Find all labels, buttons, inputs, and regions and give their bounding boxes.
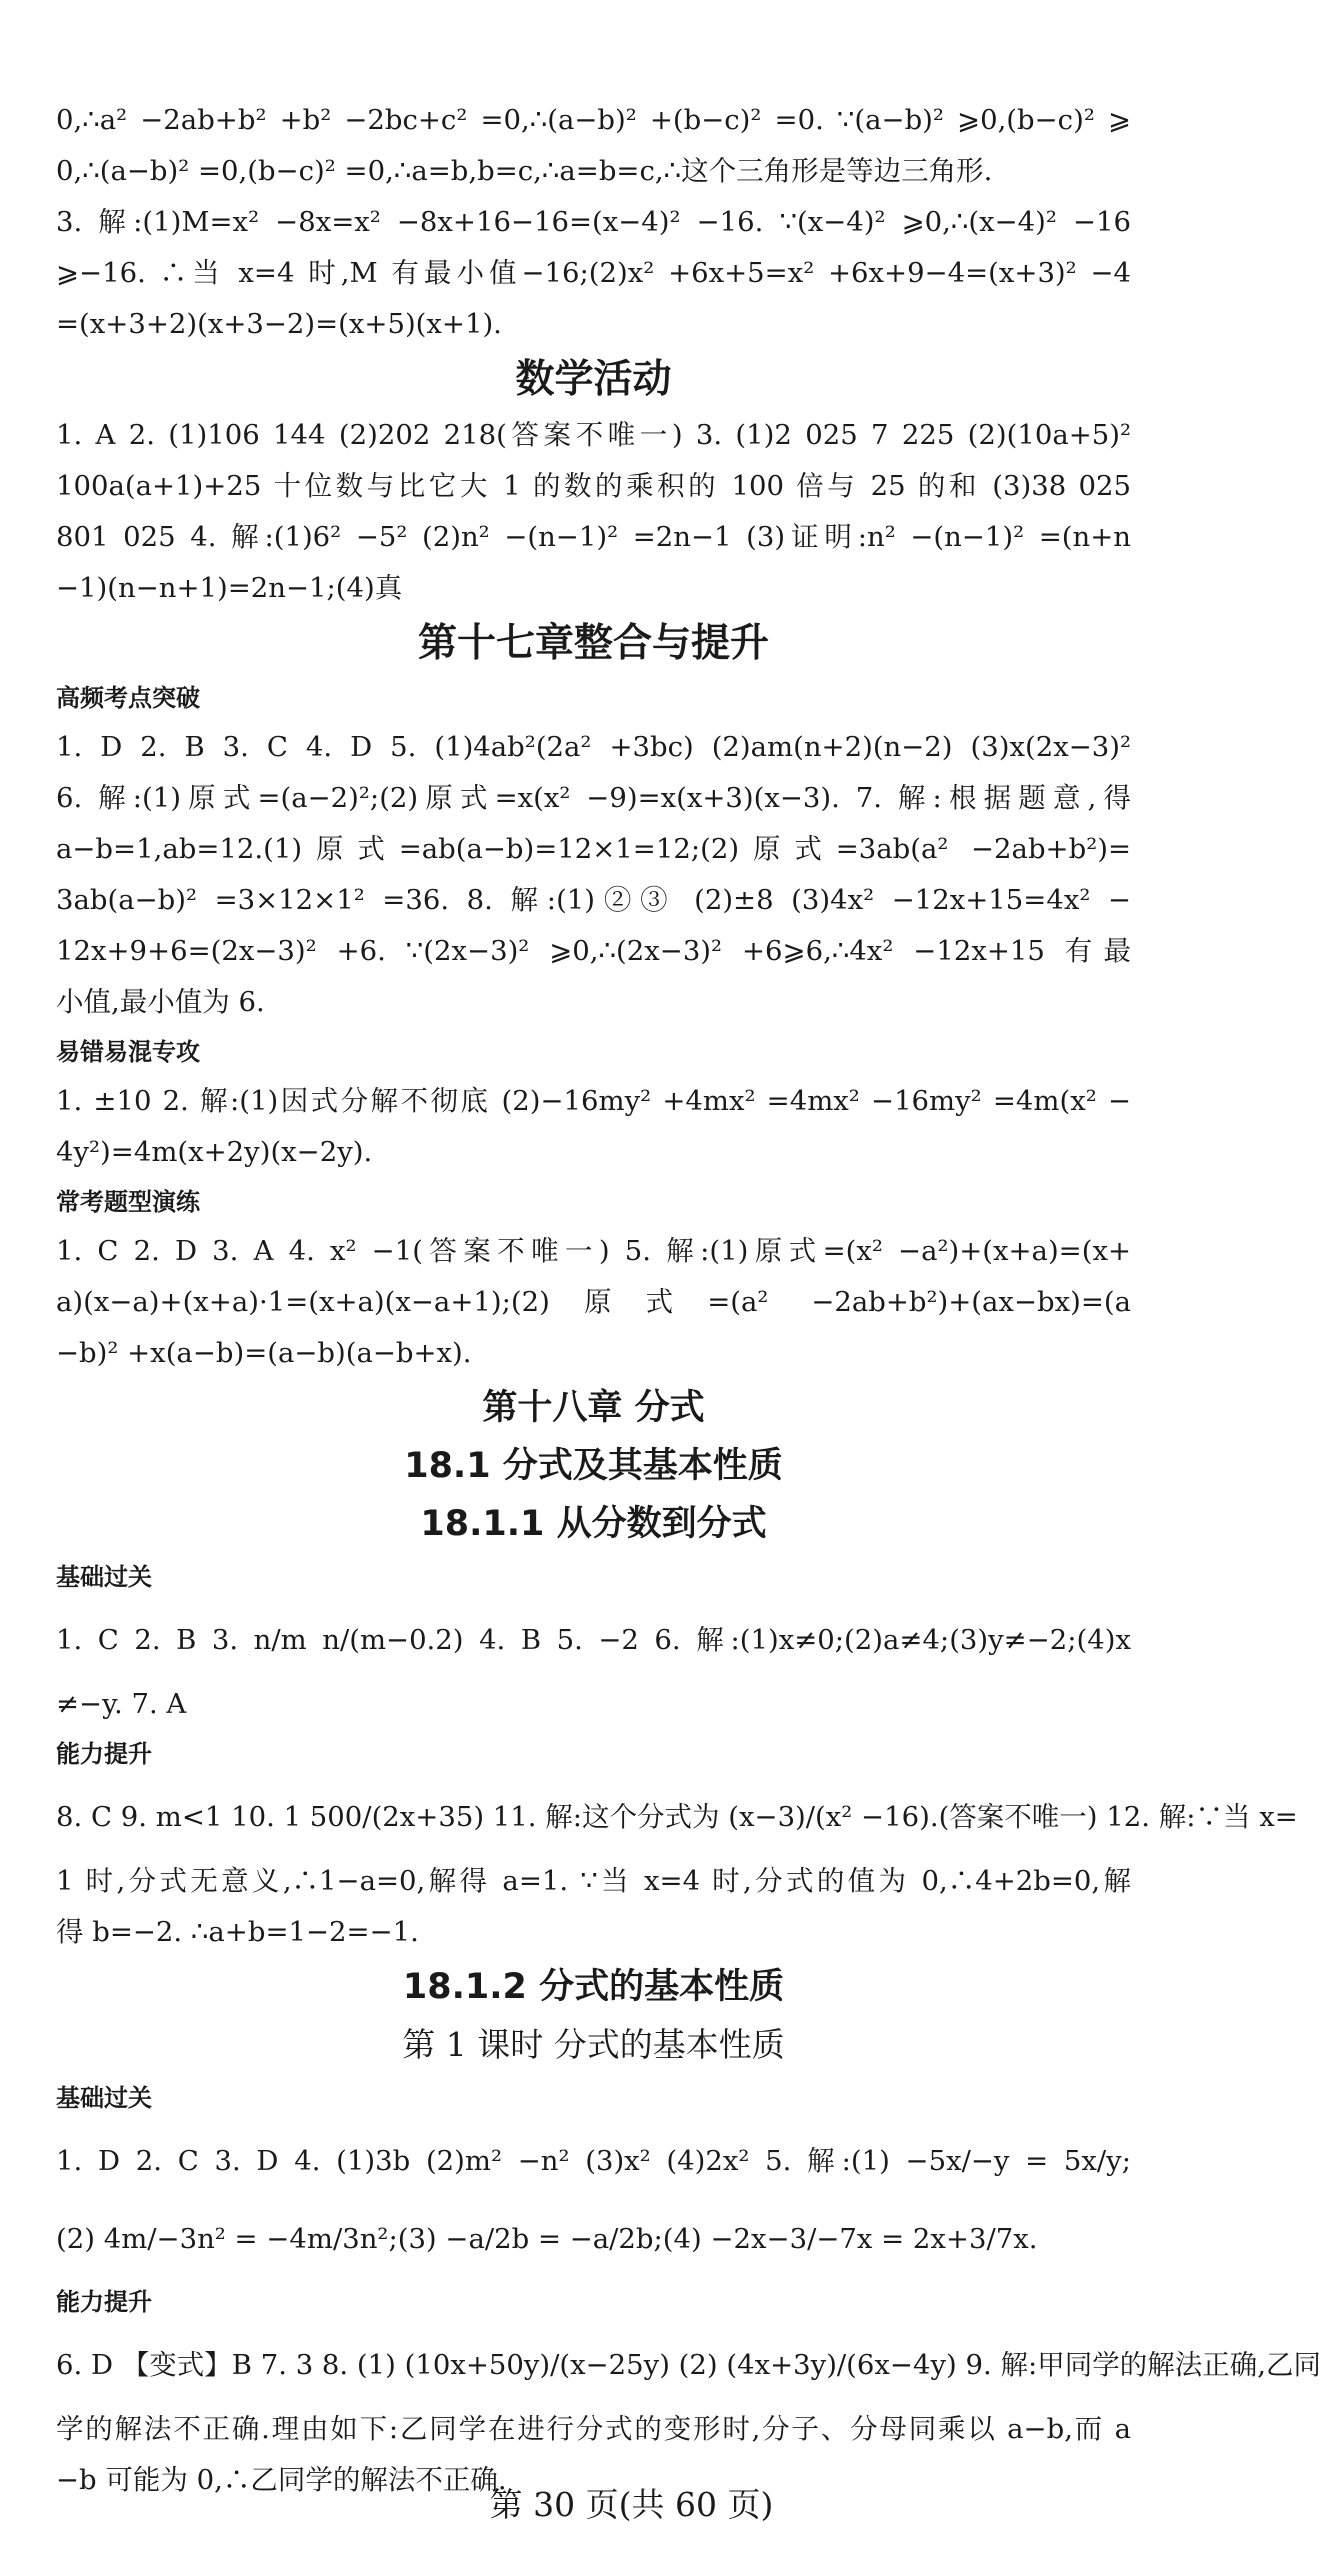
answer-line: (2) 4m/−3n² = −4m/3n²;(3) −a/2b = −a/2b;(4) −2x−3/−7x = 2x+3/7x. xyxy=(56,2223,1038,2255)
answer-line: 12x+9+6=(2x−3)² +6. ∵(2x−3)² ⩾0,∴(2x−3)² +6⩾6,∴4x² −12x+15 有最 xyxy=(56,935,1131,967)
answer-line: ≠−y. 7. A xyxy=(56,1688,187,1720)
answer-line: −1)(n−n+1)=2n−1;(4)真 xyxy=(56,572,403,604)
answer-line: 1. C 2. D 3. A 4. x² −1(答案不唯一) 5. 解:(1)原式=(x² −a²)+(x+a)=(x+ xyxy=(56,1235,1131,1267)
subsection-heading: 能力提升 xyxy=(56,1740,152,1768)
subsection-heading: 能力提升 xyxy=(56,2288,152,2316)
subsection-heading: 基础过关 xyxy=(56,2084,152,2112)
section-heading: 第十八章 分式 xyxy=(482,1388,705,1428)
answer-line: 1. A 2. (1)106 144 (2)202 218(答案不唯一) 3. (1)2 025 7 225 (2)(10a+5)² xyxy=(56,419,1131,451)
section-heading: 18.1.2 分式的基本性质 xyxy=(402,1967,785,2007)
answer-line: 1. D 2. C 3. D 4. (1)3b (2)m² −n² (3)x² (4)2x² 5. 解:(1) −5x/−y = 5x/y; xyxy=(56,2145,1131,2177)
answer-line: 8. C 9. m<1 10. 1 500/(2x+35) 11. 解:这个分式为 (x−3)/(x² −16).(答案不唯一) 12. 解:∵当 x= xyxy=(56,1801,1298,1833)
answer-line: 6. 解:(1)原式=(a−2)²;(2)原式=x(x² −9)=x(x+3)(x−3). 7. 解:根据题意,得 xyxy=(56,782,1131,814)
answer-line: −b 可能为 0,∴乙同学的解法不正确. xyxy=(56,2464,507,2496)
answer-line: 6. D 【变式】B 7. 3 8. (1) (10x+50y)/(x−25y) (2) (4x+3y)/(6x−4y) 9. 解:甲同学的解法正确,乙同 xyxy=(56,2349,1321,2381)
answer-content xyxy=(56,95,1321,2506)
subsection-heading: 常考题型演练 xyxy=(56,1188,200,1216)
answer-line: 学的解法不正确.理由如下:乙同学在进行分式的变形时,分子、分母同乘以 a−b,而 a xyxy=(56,2413,1131,2445)
answer-line: 1 时,分式无意义,∴1−a=0,解得 a=1. ∵当 x=4 时,分式的值为 0,∴4+2b=0,解 xyxy=(56,1865,1131,1897)
section-heading: 第 1 课时 分式的基本性质 xyxy=(402,2025,785,2064)
subsection-heading: 基础过关 xyxy=(56,1563,152,1591)
answer-line: a−b=1,ab=12.(1)原式=ab(a−b)=12×1=12;(2)原式=3ab(a² −2ab+b²)= xyxy=(56,833,1131,865)
subsection-heading: 高频考点突破 xyxy=(56,684,200,712)
answer-line: 小值,最小值为 6. xyxy=(56,986,265,1018)
subsection-heading: 易错易混专攻 xyxy=(56,1038,200,1066)
answer-line: 0,∴a² −2ab+b² +b² −2bc+c² =0,∴(a−b)² +(b−c)² =0. ∵(a−b)² ⩾0,(b−c)² ⩾ xyxy=(56,104,1131,136)
answer-line: 801 025 4. 解:(1)6² −5² (2)n² −(n−1)² =2n−1 (3)证明:n² −(n−1)² =(n+n xyxy=(56,521,1131,553)
answer-line: 100a(a+1)+25 十位数与比它大 1 的数的乘积的 100 倍与 25 的和 (3)38 025 xyxy=(56,470,1131,502)
answer-line: 得 b=−2. ∴a+b=1−2=−1. xyxy=(56,1916,419,1948)
section-heading: 数学活动 xyxy=(515,357,672,402)
answer-line: a)(x−a)+(x+a)·1=(x+a)(x−a+1);(2)原式=(a² −2ab+b²)+(ax−bx)=(a xyxy=(56,1286,1131,1318)
section-heading: 18.1 分式及其基本性质 xyxy=(404,1446,783,1486)
section-heading: 18.1.1 从分数到分式 xyxy=(420,1504,767,1544)
answer-line: 3. 解:(1)M=x² −8x=x² −8x+16−16=(x−4)² −16. ∵(x−4)² ⩾0,∴(x−4)² −16 xyxy=(56,206,1131,238)
section-heading: 第十七章整合与提升 xyxy=(417,621,769,666)
answer-line: 1. C 2. B 3. n/m n/(m−0.2) 4. B 5. −2 6. 解:(1)x≠0;(2)a≠4;(3)y≠−2;(4)x xyxy=(56,1624,1131,1656)
page-footer: 第 30 页(共 60 页) xyxy=(489,2485,774,2524)
answer-line: −b)² +x(a−b)=(a−b)(a−b+x). xyxy=(56,1337,472,1369)
answer-line: =(x+3+2)(x+3−2)=(x+5)(x+1). xyxy=(56,308,502,340)
answer-line: 3ab(a−b)² =3×12×1² =36. 8. 解:(1)②③ (2)±8 (3)4x² −12x+15=4x² − xyxy=(56,884,1131,916)
answer-line: 0,∴(a−b)² =0,(b−c)² =0,∴a=b,b=c,∴a=b=c,∴这个三角形是等边三角形. xyxy=(56,155,993,187)
answer-line: 1. ±10 2. 解:(1)因式分解不彻底 (2)−16my² +4mx² =4mx² −16my² =4m(x² − xyxy=(56,1085,1131,1117)
answer-line: 4y²)=4m(x+2y)(x−2y). xyxy=(56,1136,373,1168)
answer-line: 1. D 2. B 3. C 4. D 5. (1)4ab²(2a² +3bc) (2)am(n+2)(n−2) (3)x(2x−3)² xyxy=(56,731,1131,763)
answer-line: ⩾−16. ∴当 x=4 时,M 有最小值−16;(2)x² +6x+5=x² +6x+9−4=(x+3)² −4 xyxy=(56,257,1131,289)
